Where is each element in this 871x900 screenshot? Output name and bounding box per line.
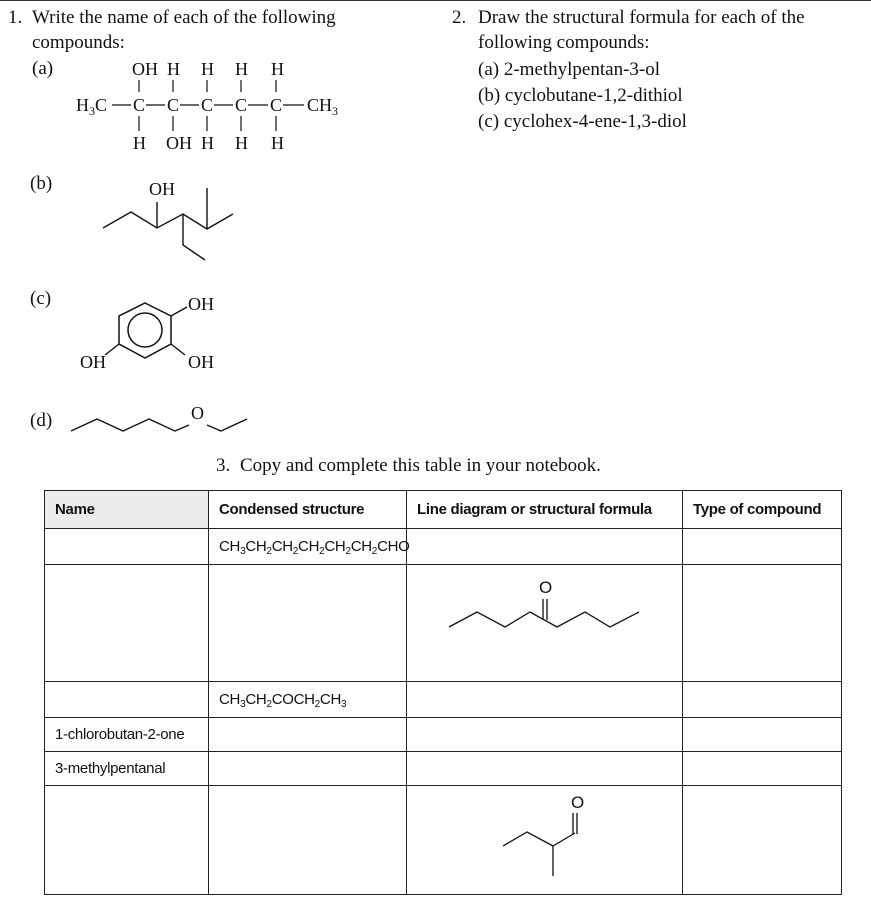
- q3-number: 3.: [216, 455, 231, 476]
- q1d-o-label: O: [191, 403, 204, 423]
- cell-diagram: [407, 565, 683, 682]
- cell-condensed: [209, 786, 407, 895]
- cell-type: [683, 718, 842, 752]
- cell-name: 1-chlorobutan-2-one: [45, 718, 209, 752]
- q1-part-b: (b): [30, 173, 53, 194]
- q2-prompt-line1: Draw the structural formula for each of the: [478, 7, 805, 28]
- table-row: [45, 786, 842, 895]
- q1a-top-oh: OH: [132, 59, 158, 79]
- q1c-bond-oh-bottom: [171, 344, 185, 355]
- q2-item-a: (a) 2-methylpentan-3-ol: [478, 59, 661, 80]
- table-row: [45, 682, 842, 718]
- q1a-c5: C: [270, 95, 283, 115]
- q1a-top-h4: H: [271, 59, 284, 79]
- q1a-bot-h2: H: [201, 133, 214, 153]
- aldehyde-o-label: O: [571, 793, 584, 812]
- cell-name: [45, 682, 209, 718]
- q1a-top-h3: H: [235, 59, 248, 79]
- cell-name: 3-methylpentanal: [45, 752, 209, 786]
- cell-type: [683, 752, 842, 786]
- q1a-bot-h1: H: [133, 133, 146, 153]
- top-rule: [0, 0, 871, 1]
- table-row: [45, 752, 842, 786]
- q1a-left-end: $H_3C$: [76, 95, 108, 118]
- cell-diagram: [407, 529, 683, 565]
- ketone-chain-bonds: [449, 612, 639, 627]
- header-name: Name: [45, 491, 209, 529]
- q1c-oh-left: OH: [80, 352, 106, 372]
- header-type: Type of compound: [683, 491, 842, 529]
- q1d-chain-right: [207, 419, 247, 431]
- cell-diagram: [407, 752, 683, 786]
- aldehyde-chain-bonds: [503, 832, 575, 846]
- table-row: [45, 529, 842, 565]
- q2-item-b: (b) cyclobutane-1,2-dithiol: [478, 85, 683, 106]
- q1d-skeletal-ether: [65, 395, 265, 445]
- q1-prompt-line1: Write the name of each of the following: [32, 7, 336, 28]
- q1a-top-h1: H: [167, 59, 180, 79]
- cell-condensed: [209, 752, 407, 786]
- header-diagram: Line diagram or structural formula: [407, 491, 683, 529]
- condensed-formula-heptanal: $CH_3CH_2CH_2CH_2CH_2CH_2CHO$: [219, 538, 410, 557]
- q1b-oh-label: OH: [149, 179, 175, 199]
- cell-type: [683, 565, 842, 682]
- cell-name: [45, 565, 209, 682]
- q1b-skeletal-structure: [95, 170, 285, 285]
- cell-diagram: [407, 718, 683, 752]
- q1a-c2: C: [167, 95, 180, 115]
- q2-item-c: (c) cyclohex-4-ene-1,3-diol: [478, 111, 687, 132]
- q1-part-d: (d): [30, 410, 53, 431]
- q1-part-a: (a): [32, 58, 54, 79]
- aldehyde-line-diagram: [407, 786, 683, 894]
- q1c-benzene-triol: [75, 283, 245, 383]
- cell-diagram: [407, 682, 683, 718]
- condensed-formula-pentanone: $CH_3CH_2COCH_2CH_3$: [219, 691, 347, 710]
- table-row: [45, 718, 842, 752]
- q2-number: 2.: [452, 7, 467, 28]
- q1a-c4: C: [235, 95, 248, 115]
- q1d-chain-left: [71, 419, 189, 431]
- q1-prompt-line2: compounds:: [32, 32, 125, 53]
- q1c-oh-bottom: OH: [188, 352, 214, 372]
- compound-table: [44, 490, 842, 895]
- cell-name: [45, 529, 209, 565]
- q1a-c1: C: [133, 95, 146, 115]
- header-condensed: Condensed structure: [209, 491, 407, 529]
- q1c-oh-top: OH: [188, 294, 214, 314]
- cell-condensed: [209, 682, 407, 718]
- ketone-line-diagram: [407, 565, 683, 681]
- q1a-bot-h3: H: [235, 133, 248, 153]
- q3-prompt: Copy and complete this table in your notebook.: [240, 455, 601, 476]
- cell-name: [45, 786, 209, 895]
- q1a-bot-oh: OH: [166, 133, 192, 153]
- table-header-row: [45, 491, 842, 529]
- ketone-o-label: O: [539, 578, 552, 597]
- q1c-aromatic-circle: [128, 313, 162, 347]
- q1c-ring-hexagon: [119, 303, 171, 358]
- q1c-bond-oh-top: [171, 307, 187, 316]
- q1a-top-h2: H: [201, 59, 214, 79]
- q1a-right-end: $CH_3$: [307, 95, 339, 118]
- q1a-bot-h4: H: [271, 133, 284, 153]
- q1a-c3: C: [201, 95, 214, 115]
- q1a-structural-formula: [70, 55, 370, 160]
- cell-diagram: [407, 786, 683, 895]
- q1-part-c: (c): [30, 288, 52, 309]
- q1-number: 1.: [8, 7, 23, 28]
- q1b-main-chain: [103, 212, 233, 229]
- q2-prompt-line2: following compounds:: [478, 32, 650, 53]
- table-row: [45, 565, 842, 682]
- cell-type: [683, 529, 842, 565]
- cell-type: [683, 682, 842, 718]
- cell-condensed: [209, 529, 410, 565]
- cell-condensed: [209, 718, 407, 752]
- q1c-bond-oh-left: [105, 344, 119, 355]
- cell-condensed: [209, 565, 407, 682]
- cell-type: [683, 786, 842, 895]
